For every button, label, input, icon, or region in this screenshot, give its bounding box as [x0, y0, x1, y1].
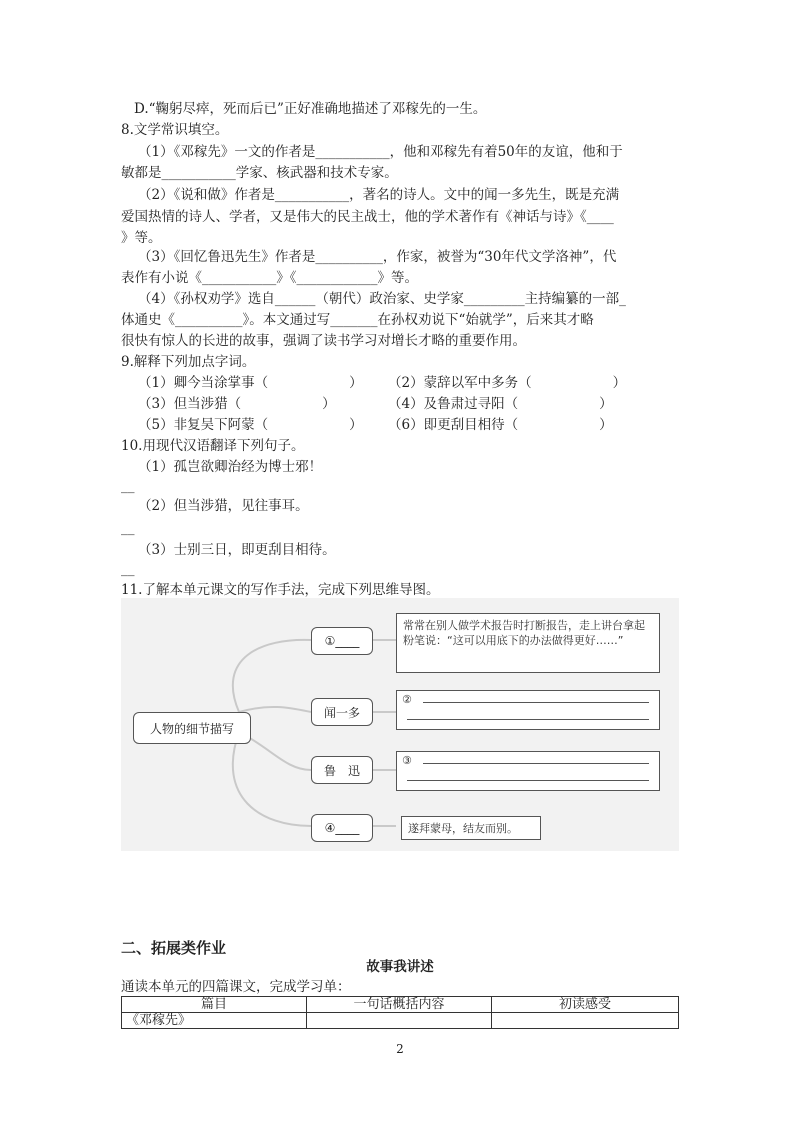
table-cell: 《邓稼先》	[122, 1013, 307, 1029]
q8-item4-line2: 体通史《__________》。本文通过写_______在孙权劝说下“始就学”，后来其才略	[121, 312, 594, 328]
q9-item-1: （1）卿今当涂掌事（ ）	[138, 375, 363, 391]
worksheet-intro: 通读本单元的四篇课文，完成学习单：	[121, 979, 351, 995]
q8-item3-line1: （3）《回忆鲁迅先生》作者是__________，作家，被誉为“30年代文学洛神”，代	[138, 249, 617, 265]
question-9: 9.解释下列加点字词。	[121, 354, 256, 370]
mindmap-detail-2-label: ②	[402, 693, 412, 706]
q9-item-5: （5）非复吴下阿蒙（ ）	[138, 417, 363, 433]
mindmap-branch-3: 鲁 迅	[311, 756, 373, 784]
mindmap-detail-2[interactable]	[396, 690, 660, 730]
mindmap-detail-1: 常常在别人做学术报告时打断报告，走上讲台拿起粉笔说：“这可以用底下的办法做得更好……”	[396, 613, 660, 673]
section-heading: 二、拓展类作业	[121, 939, 227, 957]
mindmap-branch-2: 闻一多	[311, 698, 373, 726]
table-cell[interactable]	[307, 1013, 492, 1029]
table-header: 一句话概括内容	[307, 997, 492, 1013]
q10-item-1: （1）孤岂欲卿治经为博士邪！	[138, 459, 323, 475]
answer-line	[407, 711, 649, 720]
q8-item2-line1: （2）《说和做》作者是___________，著名的诗人。文中的闻一多先生，既是充满	[138, 187, 620, 203]
table-header: 初读感受	[492, 997, 679, 1013]
table-header: 篇目	[122, 997, 307, 1013]
table-header-row	[122, 997, 679, 1013]
q8-item2-line3: 》等。	[121, 230, 162, 246]
q10-item-2: （2）但当涉猎，见往事耳。	[138, 498, 309, 514]
q8-item3-line2: 表作有小说《___________》《____________》等。	[121, 270, 418, 286]
mindmap-detail-4: 遂拜蒙母，结友而别。	[401, 816, 541, 840]
q9-item-3: （3）但当涉猎（ ）	[138, 396, 336, 412]
answer-blank-1[interactable]: __	[121, 478, 135, 494]
q8-item1-line2: 敏都是___________学家、核武器和技术专家。	[121, 165, 398, 181]
study-sheet-table	[121, 996, 679, 1029]
question-11: 11.了解本单元课文的写作手法，完成下列思维导图。	[121, 582, 440, 598]
q8-item2-line2: 爱国热情的诗人、学者，又是伟大的民主战士，他的学术著作有《神话与诗》《____	[121, 209, 614, 225]
q9-item-2: （2）蒙辞以军中多务（ ）	[388, 375, 627, 391]
question-8: 8.文学常识填空。	[121, 122, 229, 138]
answer-line	[423, 694, 649, 703]
worksheet-title: 故事我讲述	[366, 959, 434, 975]
mind-map	[121, 598, 679, 851]
q8-item1-line1: （1）《邓稼先》一文的作者是___________，他和邓稼先有着50年的友谊，他和于	[138, 144, 623, 160]
table-row	[122, 1013, 679, 1029]
q9-item-6: （6）即更刮目相待（ ）	[388, 417, 613, 433]
q8-item4-line3: 很快有惊人的长进的故事，强调了读书学习对增长才略的重要作用。	[121, 333, 526, 349]
table-cell[interactable]	[492, 1013, 679, 1029]
option-d: D.“鞠躬尽瘁，死而后已”正好准确地描述了邓稼先的一生。	[134, 101, 487, 117]
answer-line	[407, 772, 649, 781]
mindmap-detail-3[interactable]	[396, 751, 660, 791]
q10-item-3: （3）士别三日，即更刮目相待。	[138, 542, 336, 558]
answer-blank-3[interactable]: __	[121, 561, 135, 577]
mindmap-branch-4[interactable]: ④____	[311, 814, 373, 842]
mindmap-detail-3-label: ③	[402, 754, 412, 767]
answer-line	[423, 755, 649, 764]
mindmap-branch-1[interactable]: ①____	[311, 627, 373, 655]
answer-blank-2[interactable]: __	[121, 520, 135, 536]
page-number: 2	[396, 1042, 404, 1056]
q9-item-4: （4）及鲁肃过寻阳（ ）	[388, 396, 613, 412]
mindmap-root: 人物的细节描写	[133, 712, 251, 744]
question-10: 10.用现代汉语翻译下列句子。	[121, 438, 305, 454]
q8-item4-line1: （4）《孙权劝学》选自______（朝代）政治家、史学家_________主持编纂的一部_	[138, 291, 626, 307]
